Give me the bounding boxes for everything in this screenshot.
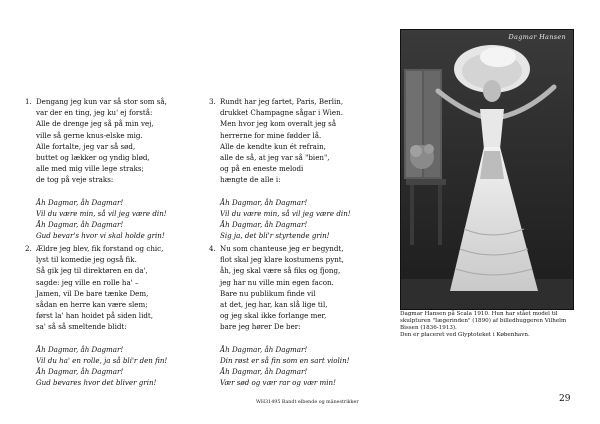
verse-line: buttet og lækker og yndig blød,: [36, 153, 150, 163]
verse-3: [209, 96, 395, 242]
verse-line: Jamen, vil De bare tænke Dem,: [36, 288, 149, 298]
refrain-line: Åh Dagmar, åh Dagmar!: [220, 220, 308, 230]
verse-number: 1.: [25, 97, 32, 106]
verse-line: var der en ting, jeg ku' ej forstå:: [36, 108, 153, 118]
verse-line: Rundt har jeg fartet, Paris, Berlin,: [220, 97, 344, 106]
refrain-line: Åh Dagmar, åh Dagmar!: [36, 344, 124, 354]
verse-line: Men hvor jeg kom overalt jeg så: [220, 119, 337, 129]
verse-line: jeg har nu ville min egen facon.: [220, 277, 334, 287]
verse-line: hængte de alle i:: [220, 175, 281, 185]
verse-line: alle med mig ville lege straks;: [36, 164, 144, 174]
verse-line: lyst til komedie jeg også fik.: [36, 255, 137, 265]
verse-number: 4.: [209, 244, 216, 253]
verse-line: sådan en herre kan være slem;: [36, 300, 148, 310]
page-number: 29: [559, 394, 571, 404]
caption-line: Den er placeret ved Glyptoteket i København.: [400, 332, 530, 339]
verse-number: 3.: [209, 97, 216, 106]
refrain-line: Gud bevares hvor det bliver grin!: [36, 378, 157, 388]
refrain: [36, 344, 211, 389]
refrain: [36, 197, 211, 242]
portrait-photo-icon: [400, 29, 574, 310]
page-footer: WH31495 Bandt elbende og mänestrikker: [256, 400, 359, 405]
verse-line: og jeg skal ikke forlange mer,: [220, 311, 327, 321]
refrain-line: Vær sød og vær rar og vær min!: [220, 378, 336, 388]
verse-line: bare jeg hører De ber:: [220, 322, 301, 332]
refrain: [220, 344, 395, 389]
verse-line: alle de så, at jeg var så "bien",: [220, 153, 330, 163]
verse-line: herrerne for mine fødder lå.: [220, 130, 322, 140]
verse-line: drukket Champagne sågar i Wien.: [220, 108, 343, 118]
verse-line: først la' han hoidet på siden lidt,: [36, 311, 153, 321]
photo-inscription: Dagmar Hansen: [508, 33, 566, 41]
refrain-line: Gud bevar's hvor vi skal holde grin!: [36, 231, 165, 241]
verse-line: Ældre jeg blev, fik forstand og chic,: [36, 244, 164, 253]
verse-line: at det, jeg har, kan slå lige til,: [220, 300, 328, 310]
caption-line: skulpturen "Iægerinden" (1890) af billedhuggeren Vilhelm: [400, 318, 567, 325]
verse-line: Alle de drenge jeg så på min vej,: [36, 119, 154, 129]
verse-line: ville så gerne knus-elske mig.: [36, 130, 143, 140]
refrain-line: Åh Dagmar, åh Dagmar!: [36, 367, 124, 377]
verse-line: sa' så så smeltende blidt:: [36, 322, 127, 332]
verse-2: [25, 243, 211, 389]
verse-line: sagde: jeg ville en rolle ha' –: [36, 277, 139, 287]
refrain-line: Vil du være min, så vil jeg være din!: [36, 209, 167, 219]
verse-line: Så gik jeg til direktøren en da',: [36, 266, 148, 276]
caption-line: Dagmar Hansen på Scala 1910. Hun har stået model til: [400, 311, 558, 317]
verse-line: Dengang jeg kun var så stor som så,: [36, 97, 167, 106]
refrain-line: Din røst er så fin som en sart violin!: [220, 356, 350, 366]
verse-1: [25, 96, 211, 242]
verse-line: Nu som chanteuse jeg er begyndt,: [220, 244, 344, 253]
refrain-line: Vil du ha' en rolle, ja så bli'r den fin!: [36, 356, 168, 366]
verse-line: de tog på veje straks:: [36, 175, 114, 185]
verse-number: 2.: [25, 244, 32, 253]
verse-line: Alle fortalte, jeg var så sød,: [36, 141, 136, 151]
verse-line: åh, jeg skal være så fiks og fjong,: [220, 266, 341, 276]
refrain-line: Vil du være min, så vil jeg være din!: [220, 209, 351, 219]
portrait-photo: [400, 29, 574, 310]
refrain: [220, 197, 395, 242]
refrain-line: Åh Dagmar, åh Dagmar!: [220, 344, 308, 354]
verse-line: Alle de kendte kun ét refrain,: [220, 141, 326, 151]
refrain-line: Åh Dagmar, åh Dagmar!: [220, 367, 308, 377]
caption-line: Bissen (1836-1913).: [400, 325, 457, 332]
refrain-line: Åh Dagmar, åh Dagmar!: [36, 220, 124, 230]
verse-4: [209, 243, 395, 389]
refrain-line: Åh Dagmar, åh Dagmar!: [220, 197, 308, 207]
verse-line: flot skal jeg klare kostumens pynt,: [220, 255, 344, 265]
verse-line: Bare nu publikum finde vil: [220, 288, 316, 298]
refrain-line: Sig ja, det bli'r styrtende grin!: [220, 231, 330, 241]
refrain-line: Åh Dagmar, åh Dagmar!: [36, 197, 124, 207]
photo-caption: [400, 311, 578, 339]
verse-line: og på en eneste melodi: [220, 164, 304, 174]
